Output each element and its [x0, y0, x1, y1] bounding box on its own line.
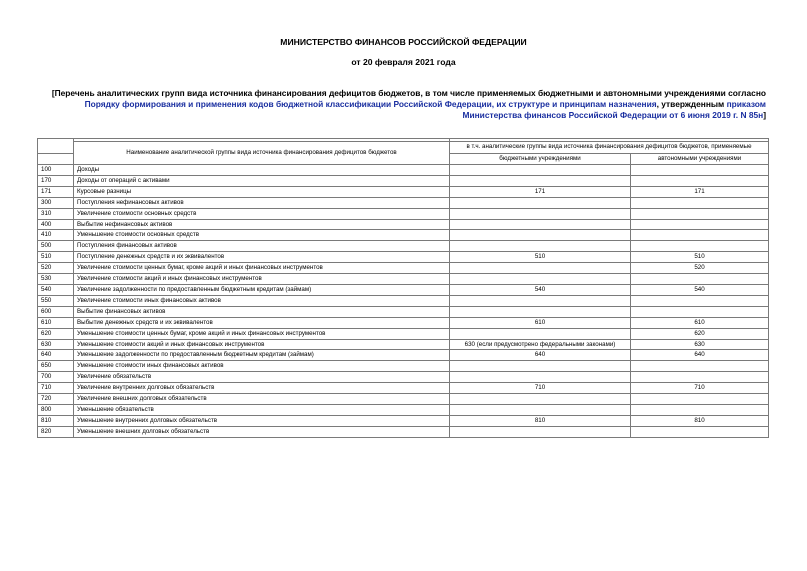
row-budget-cell [450, 208, 631, 219]
preamble-text-3: ] [763, 110, 766, 120]
table-row [38, 350, 769, 361]
header-group-name: Наименование аналитической группы вида источника финансирования дефицитов бюджетов [74, 142, 450, 165]
row-code-cell: 710 [38, 383, 74, 394]
row-name-cell: Выбытие нефинансовых активов [74, 219, 450, 230]
table-row [38, 372, 769, 383]
row-name-cell: Поступление денежных средств и их эквивалентов [74, 252, 450, 263]
row-budget-cell: 540 [450, 284, 631, 295]
table-row [38, 165, 769, 176]
row-code-cell: 720 [38, 394, 74, 405]
row-name-cell: Увеличение стоимости иных финансовых активов [74, 295, 450, 306]
row-code-cell: 310 [38, 208, 74, 219]
row-autonomous-cell [631, 306, 769, 317]
row-name-cell: Уменьшение обязательств [74, 404, 450, 415]
preamble-text-1: [Перечень аналитических групп вида источника финансирования дефицитов бюджетов, в том числе применяемых бюджетными и автономными учреждениями согласно [51, 88, 766, 98]
preamble-text-2: , утвержденным [656, 99, 725, 109]
header-code-blank [38, 153, 74, 165]
row-code-cell: 171 [38, 186, 74, 197]
row-budget-cell: 640 [450, 350, 631, 361]
row-code-cell: 610 [38, 317, 74, 328]
table-row [38, 263, 769, 274]
row-code-cell: 410 [38, 230, 74, 241]
row-name-cell: Доходы [74, 165, 450, 176]
table-row [38, 404, 769, 415]
row-name-cell: Увеличение обязательств [74, 372, 450, 383]
row-autonomous-cell [631, 219, 769, 230]
table-row [38, 274, 769, 285]
document-date: от 20 февраля 2021 года [351, 57, 456, 67]
row-budget-cell [450, 361, 631, 372]
table-row [38, 219, 769, 230]
table-row [38, 230, 769, 241]
row-name-cell: Увеличение внутренних долговых обязательств [74, 383, 450, 394]
row-name-cell: Увеличение стоимости акций и иных финансовых инструментов [74, 274, 450, 285]
row-autonomous-cell [631, 295, 769, 306]
row-budget-cell: 630 (если предусмотрено федеральными законами) [450, 339, 631, 350]
row-autonomous-cell [631, 361, 769, 372]
row-budget-cell [450, 306, 631, 317]
header-code-cell [38, 139, 74, 154]
row-name-cell: Поступления нефинансовых активов [74, 197, 450, 208]
row-autonomous-cell [631, 230, 769, 241]
row-autonomous-cell [631, 404, 769, 415]
table-row [38, 415, 769, 426]
row-budget-cell [450, 165, 631, 176]
row-code-cell: 510 [38, 252, 74, 263]
table-row [38, 328, 769, 339]
row-code-cell: 640 [38, 350, 74, 361]
table-row [38, 295, 769, 306]
row-code-cell: 800 [38, 404, 74, 415]
table-row [38, 339, 769, 350]
row-autonomous-cell: 640 [631, 350, 769, 361]
row-autonomous-cell: 810 [631, 415, 769, 426]
row-autonomous-cell [631, 197, 769, 208]
table-row [38, 197, 769, 208]
table-row [38, 284, 769, 295]
row-name-cell: Увеличение стоимости ценных бумаг, кроме акций и иных финансовых инструментов [74, 263, 450, 274]
row-autonomous-cell [631, 165, 769, 176]
row-budget-cell [450, 241, 631, 252]
table-row [38, 317, 769, 328]
row-budget-cell: 810 [450, 415, 631, 426]
row-budget-cell [450, 274, 631, 285]
row-autonomous-cell: 540 [631, 284, 769, 295]
row-autonomous-cell [631, 208, 769, 219]
row-budget-cell [450, 230, 631, 241]
row-autonomous-cell: 630 [631, 339, 769, 350]
row-name-cell: Увеличение задолженности по предоставленным бюджетным кредитам (займам) [74, 284, 450, 295]
row-autonomous-cell [631, 241, 769, 252]
row-name-cell: Доходы от операций с активами [74, 175, 450, 186]
row-budget-cell [450, 197, 631, 208]
row-code-cell: 650 [38, 361, 74, 372]
row-autonomous-cell: 610 [631, 317, 769, 328]
table-row [38, 186, 769, 197]
ministry-title: МИНИСТЕРСТВО ФИНАНСОВ РОССИЙСКОЙ ФЕДЕРАЦИИ [280, 37, 527, 47]
row-budget-cell [450, 404, 631, 415]
header-applied: в т.ч. аналитические группы вида источника финансирования дефицитов бюджетов, применяемые [450, 142, 769, 154]
row-name-cell: Поступления финансовых активов [74, 241, 450, 252]
row-name-cell: Уменьшение стоимости основных средств [74, 230, 450, 241]
row-autonomous-cell: 520 [631, 263, 769, 274]
table-header-row-2 [38, 142, 769, 154]
row-name-cell: Увеличение стоимости основных средств [74, 208, 450, 219]
row-code-cell: 300 [38, 197, 74, 208]
row-name-cell: Выбытие финансовых активов [74, 306, 450, 317]
row-code-cell: 540 [38, 284, 74, 295]
row-name-cell: Уменьшение стоимости иных финансовых активов [74, 361, 450, 372]
row-code-cell: 170 [38, 175, 74, 186]
row-code-cell: 500 [38, 241, 74, 252]
row-autonomous-cell [631, 274, 769, 285]
row-budget-cell [450, 372, 631, 383]
row-code-cell: 400 [38, 219, 74, 230]
row-autonomous-cell [631, 394, 769, 405]
row-budget-cell: 710 [450, 383, 631, 394]
table-row [38, 175, 769, 186]
row-autonomous-cell: 510 [631, 252, 769, 263]
row-code-cell: 620 [38, 328, 74, 339]
row-code-cell: 700 [38, 372, 74, 383]
row-autonomous-cell [631, 372, 769, 383]
table-row [38, 361, 769, 372]
row-autonomous-cell [631, 426, 769, 437]
row-autonomous-cell: 171 [631, 186, 769, 197]
row-budget-cell [450, 426, 631, 437]
row-code-cell: 520 [38, 263, 74, 274]
table-row [38, 241, 769, 252]
table-row [38, 208, 769, 219]
row-name-cell: Уменьшение задолженности по предоставленным бюджетным кредитам (займам) [74, 350, 450, 361]
row-code-cell: 550 [38, 295, 74, 306]
row-budget-cell: 610 [450, 317, 631, 328]
row-budget-cell: 171 [450, 186, 631, 197]
row-code-cell: 820 [38, 426, 74, 437]
row-budget-cell: 510 [450, 252, 631, 263]
header-budget-institutions: бюджетными учреждениями [450, 153, 631, 165]
row-budget-cell [450, 295, 631, 306]
row-budget-cell [450, 394, 631, 405]
row-budget-cell [450, 175, 631, 186]
row-name-cell: Уменьшение стоимости акций и иных финансовых инструментов [74, 339, 450, 350]
table-row [38, 383, 769, 394]
table-row [38, 394, 769, 405]
row-budget-cell [450, 328, 631, 339]
row-autonomous-cell: 710 [631, 383, 769, 394]
row-name-cell: Курсовые разницы [74, 186, 450, 197]
table-body [38, 165, 769, 438]
row-code-cell: 630 [38, 339, 74, 350]
document-preamble [44, 88, 766, 121]
row-budget-cell [450, 263, 631, 274]
row-name-cell: Увеличение внешних долговых обязательств [74, 394, 450, 405]
row-name-cell: Выбытие денежных средств и их эквивалентов [74, 317, 450, 328]
row-code-cell: 810 [38, 415, 74, 426]
source-groups-table [37, 138, 769, 438]
table-row [38, 252, 769, 263]
table-row [38, 426, 769, 437]
row-autonomous-cell [631, 175, 769, 186]
table-row [38, 306, 769, 317]
header-autonomous-institutions: автономными учреждениями [631, 153, 769, 165]
row-name-cell: Уменьшение внешних долговых обязательств [74, 426, 450, 437]
row-budget-cell [450, 219, 631, 230]
link-ministry-order[interactable]: приказом Министерства финансов Российской Федерации от 6 июня 2019 г. N 85н [462, 99, 766, 120]
row-name-cell: Уменьшение внутренних долговых обязательств [74, 415, 450, 426]
row-autonomous-cell: 620 [631, 328, 769, 339]
row-code-cell: 530 [38, 274, 74, 285]
row-code-cell: 100 [38, 165, 74, 176]
row-code-cell: 600 [38, 306, 74, 317]
row-name-cell: Уменьшение стоимости ценных бумаг, кроме акций и иных финансовых инструментов [74, 328, 450, 339]
link-classification-order[interactable]: Порядку формирования и применения кодов бюджетной классификации Российской Федерации, их структуре и принципам назначения [84, 99, 657, 109]
